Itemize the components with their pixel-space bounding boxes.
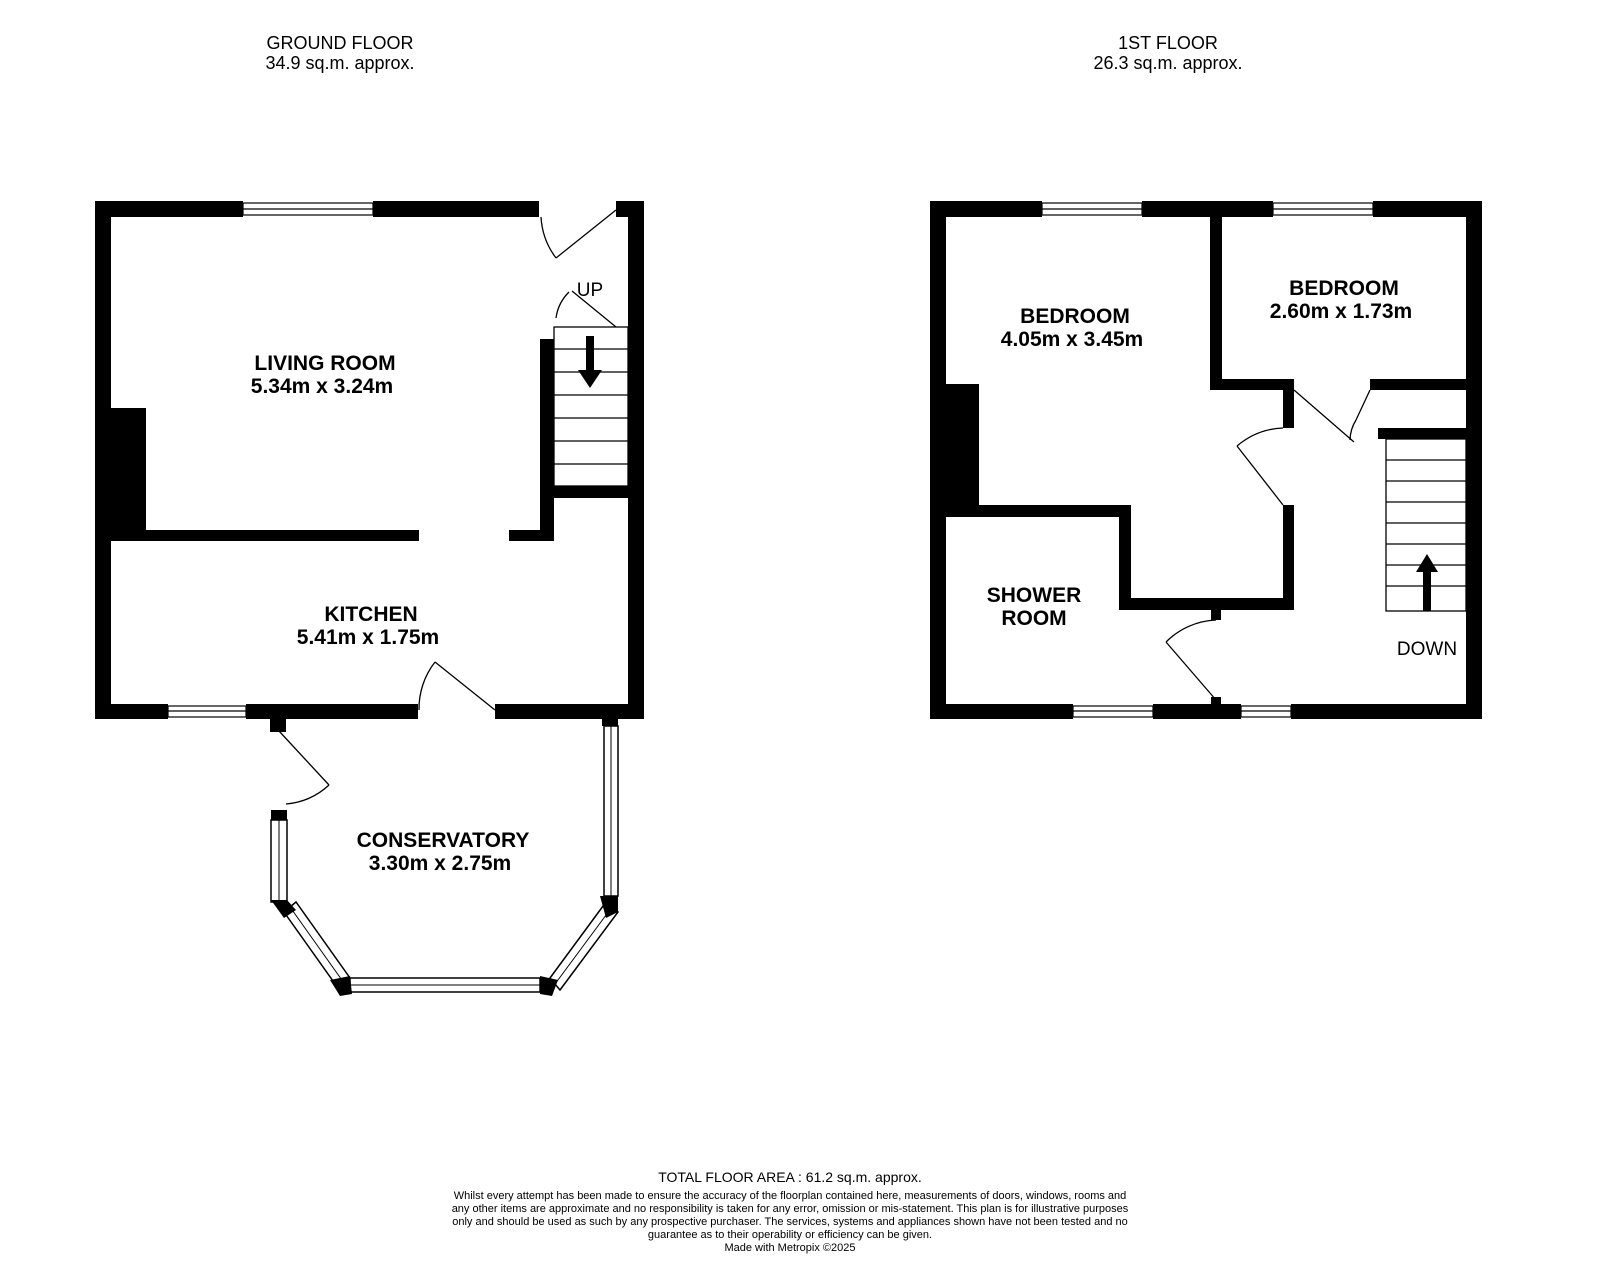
- first-floor-area: 26.3 sq.m. approx.: [1093, 53, 1243, 73]
- total-floor-area: TOTAL FLOOR AREA : 61.2 sq.m. approx.: [658, 1169, 922, 1185]
- first-floor-stairs: [1386, 439, 1466, 611]
- ground-floor-stairs: [554, 327, 628, 486]
- stairs-down-label: DOWN: [1396, 639, 1458, 660]
- bedroom-1-label: [1001, 305, 1143, 351]
- living-room-dims: 5.34m x 3.24m: [250, 375, 394, 398]
- stairs-up-label: UP: [576, 280, 604, 301]
- bedroom-2-dims: 2.60m x 1.73m: [1269, 300, 1413, 323]
- conservatory-dims: 3.30m x 2.75m: [368, 852, 512, 875]
- living-room-label: [251, 352, 396, 398]
- shower-room-label: [987, 584, 1082, 630]
- bedroom-1-dims: 4.05m x 3.45m: [1000, 328, 1144, 351]
- ground-floor-walls: [95, 201, 644, 820]
- first-floor-doors: [1166, 390, 1370, 700]
- bedroom-1-name: BEDROOM: [1020, 305, 1130, 328]
- conservatory-name: CONSERVATORY: [356, 829, 530, 852]
- kitchen-label: [297, 603, 439, 649]
- floorplan-footer: [450, 1168, 1130, 1255]
- bedroom-2-label: [1270, 277, 1412, 323]
- shower-room-name-line1: SHOWER: [986, 584, 1082, 607]
- ground-floor-area: 34.9 sq.m. approx.: [265, 53, 415, 73]
- living-room-name: LIVING ROOM: [254, 352, 396, 375]
- first-floor-title: 1ST FLOOR: [1118, 33, 1218, 53]
- metropix-credit: Made with Metropix ©2025: [724, 1242, 856, 1254]
- bedroom-2-name: BEDROOM: [1289, 277, 1399, 300]
- conservatory-label: [357, 829, 530, 875]
- first-floor-plan: [930, 201, 1482, 719]
- kitchen-dims: 5.41m x 1.75m: [296, 626, 440, 649]
- ground-floor-title: GROUND FLOOR: [266, 33, 414, 53]
- disclaimer-text: Whilst every attempt has been made to ensure the accuracy of the floorplan contained here, measurements of doors, windows, rooms and any other items are approximate and no responsibility is taken for any error, omission or mis-statement. This plan is for illustrative purposes only and should be used as such by any prospective purchaser. The services, systems and appliances shown have not been tested and no guarantee as to their operability or efficiency can be given.: [451, 1190, 1129, 1241]
- ground-floor-plan: [95, 201, 644, 996]
- kitchen-name: KITCHEN: [324, 603, 418, 626]
- shower-room-name-line2: ROOM: [1001, 607, 1067, 630]
